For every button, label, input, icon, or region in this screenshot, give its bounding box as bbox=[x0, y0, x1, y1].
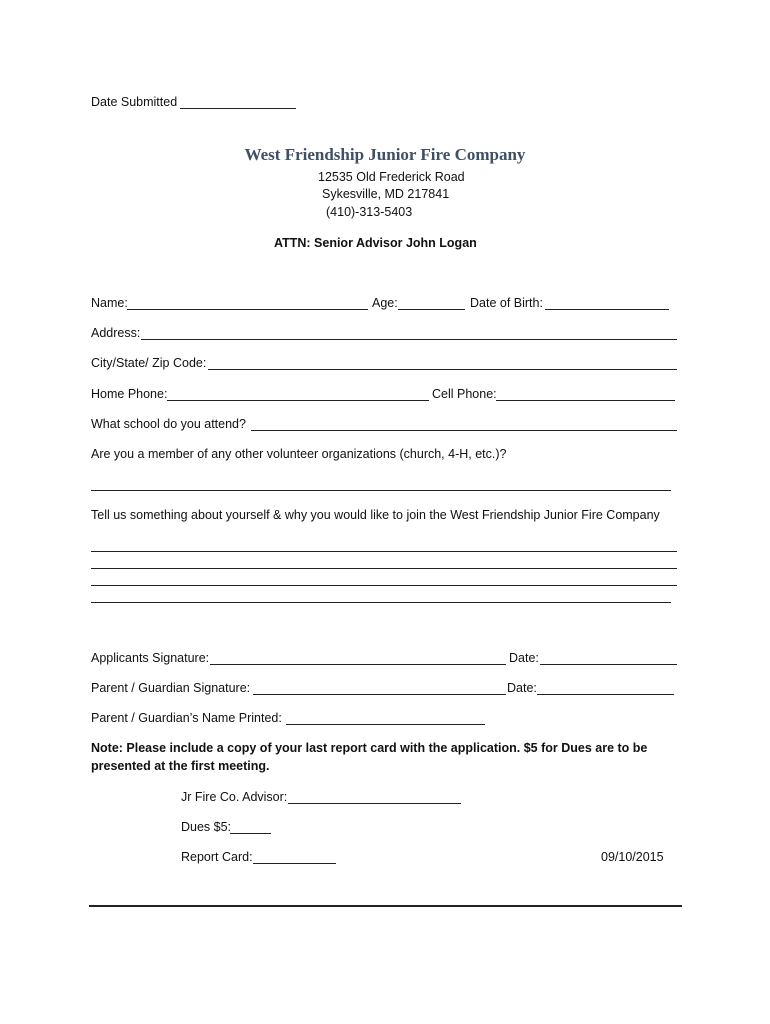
date-submitted-label: Date Submitted bbox=[91, 95, 178, 109]
home-phone-line[interactable] bbox=[167, 400, 429, 401]
parent-date-label: Date: bbox=[507, 681, 537, 695]
school-line[interactable] bbox=[251, 430, 677, 431]
parent-signature-line[interactable] bbox=[253, 694, 506, 695]
school-label: What school do you attend? bbox=[91, 417, 246, 431]
home-phone-label: Home Phone: bbox=[91, 387, 168, 401]
city-state-zip-line[interactable] bbox=[208, 369, 677, 370]
volunteer-answer-line[interactable] bbox=[91, 490, 671, 491]
attn-line: ATTN: Senior Advisor John Logan bbox=[274, 236, 477, 250]
tell-us-line-2[interactable] bbox=[91, 568, 677, 569]
name-label: Name: bbox=[91, 296, 128, 310]
cell-phone-line[interactable] bbox=[496, 400, 675, 401]
applicant-signature-line[interactable] bbox=[210, 664, 506, 665]
dues-line[interactable] bbox=[230, 833, 271, 834]
age-label: Age: bbox=[372, 296, 398, 310]
tell-us-line-4[interactable] bbox=[91, 602, 671, 603]
parent-name-label: Parent / Guardian’s Name Printed: bbox=[91, 711, 282, 725]
parent-signature-label: Parent / Guardian Signature: bbox=[91, 681, 251, 695]
age-line[interactable] bbox=[398, 309, 465, 310]
address-label: Address: bbox=[91, 326, 141, 340]
address-line-1: 12535 Old Frederick Road bbox=[318, 170, 465, 184]
parent-name-line[interactable] bbox=[286, 724, 485, 725]
tell-us-line-1[interactable] bbox=[91, 551, 677, 552]
city-state-zip-label: City/State/ Zip Code: bbox=[91, 356, 207, 370]
applicant-date-label: Date: bbox=[509, 651, 539, 665]
dob-label: Date of Birth: bbox=[470, 296, 543, 310]
advisor-line[interactable] bbox=[288, 803, 461, 804]
dob-line[interactable] bbox=[545, 309, 669, 310]
advisor-label: Jr Fire Co. Advisor: bbox=[181, 790, 288, 804]
name-line[interactable] bbox=[127, 309, 368, 310]
phone-number: (410)-313-5403 bbox=[326, 205, 413, 219]
report-card-label: Report Card: bbox=[181, 850, 253, 864]
applicant-signature-label: Applicants Signature: bbox=[91, 651, 210, 665]
note-line-1: Note: Please include a copy of your last report card with the application. $5 for Dues are to be bbox=[91, 741, 648, 755]
note-line-2: presented at the first meeting. bbox=[91, 759, 270, 773]
organization-title: West Friendship Junior Fire Company bbox=[244, 145, 526, 164]
parent-date-line[interactable] bbox=[537, 694, 674, 695]
applicant-date-line[interactable] bbox=[540, 664, 677, 665]
tell-us-line-3[interactable] bbox=[91, 585, 677, 586]
volunteer-question: Are you a member of any other volunteer organizations (church, 4-H, etc.)? bbox=[91, 447, 507, 461]
address-line[interactable] bbox=[141, 339, 677, 340]
date-submitted-line[interactable] bbox=[180, 108, 296, 109]
address-line-2: Sykesville, MD 217841 bbox=[322, 187, 450, 201]
report-card-line[interactable] bbox=[253, 863, 336, 864]
cell-phone-label: Cell Phone: bbox=[432, 387, 497, 401]
dues-label: Dues $5: bbox=[181, 820, 232, 834]
bottom-divider bbox=[89, 905, 682, 907]
tell-us-prompt: Tell us something about yourself & why you would like to join the West Friendship Junior Fire Company bbox=[91, 508, 660, 522]
form-date: 09/10/2015 bbox=[601, 850, 664, 864]
